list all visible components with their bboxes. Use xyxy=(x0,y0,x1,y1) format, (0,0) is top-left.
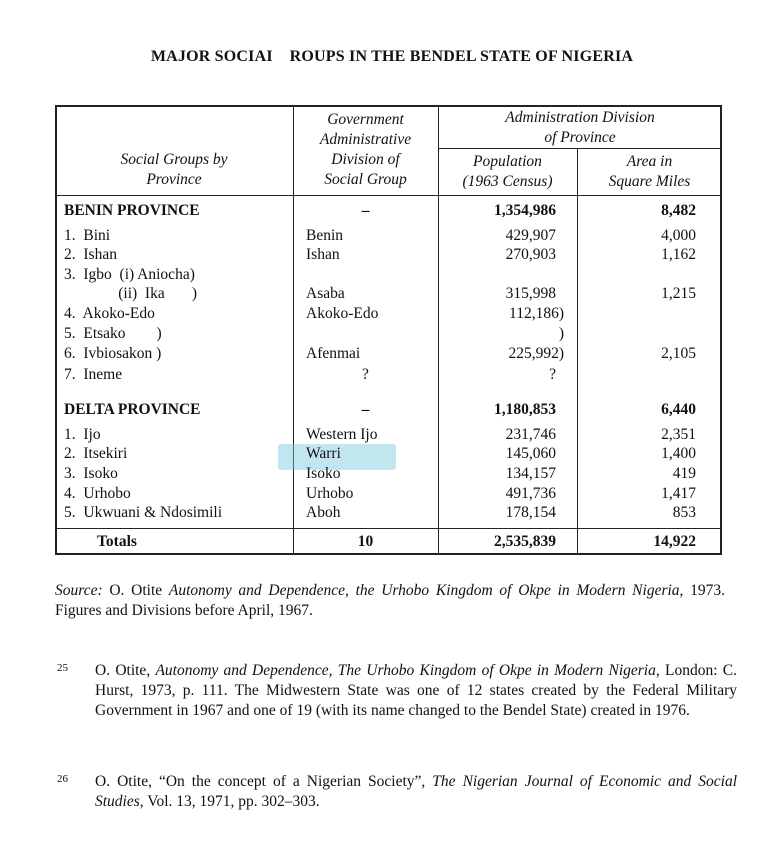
row-population: 225,992) xyxy=(508,345,564,362)
row-social-group: 5. Ukwuani & Ndosimili xyxy=(64,504,223,521)
row-area: 4,000 xyxy=(661,227,696,244)
footnote-text: O. Otite, “On the concept of a Nigerian Society”, xyxy=(95,773,433,790)
source-note xyxy=(55,581,725,621)
row-area: 8,482 xyxy=(661,202,696,219)
row-population: ? xyxy=(549,366,556,383)
header-area xyxy=(577,152,722,192)
row-division: Akoko-Edo xyxy=(306,305,379,322)
footnote-text: London: C. Hurst, 1973, p. 111. The Midwestern State was one of 12 states created by the Federal Military Government in 1967 and one of 19 (with its name changed to the Bendel State) created in 1976. xyxy=(95,662,737,719)
header-line: Square Miles xyxy=(608,173,691,190)
row-population: 1,180,853 xyxy=(494,401,556,418)
totals-division: 10 xyxy=(357,533,374,550)
row-area: 2,351 xyxy=(661,426,696,443)
row-social-group: 3. Igbo (i) Aniocha) xyxy=(64,266,195,283)
row-division: Aboh xyxy=(306,504,341,521)
header-line: (1963 Census) xyxy=(462,173,553,190)
row-social-group: 2. Itsekiri xyxy=(64,445,128,462)
header-government-division xyxy=(293,110,438,190)
row-social-group: 4. Urhobo xyxy=(64,485,131,502)
source-title: Autonomy and Dependence, the Urhobo Kingdom of Okpe in Modern Nigeria xyxy=(168,582,680,599)
row-division: – xyxy=(361,202,370,219)
row-population: 178,154 xyxy=(505,504,556,521)
row-population: 315,998 xyxy=(505,285,556,302)
row-social-group: 1. Ijo xyxy=(64,426,101,443)
row-social-group: 5. Etsako ) xyxy=(64,325,162,342)
row-area: 1,215 xyxy=(661,285,696,302)
header-line: Area in xyxy=(626,153,673,170)
row-population: 231,746 xyxy=(505,426,556,443)
row-division: Urhobo xyxy=(306,485,354,502)
row-division: – xyxy=(361,401,370,418)
row-division: ? xyxy=(362,366,369,383)
footnote-number: 25 xyxy=(57,662,68,674)
row-area: 853 xyxy=(672,504,696,521)
row-population: 429,907 xyxy=(505,227,556,244)
footnote-title: Autonomy and Dependence, The Urhobo Kingdom of Okpe in Modern Nigeria, xyxy=(155,662,660,679)
row-division: Afenmai xyxy=(306,345,361,362)
row-social-group: 6. Ivbiosakon ) xyxy=(64,345,162,362)
header-line: Social Group xyxy=(324,171,407,188)
row-population: 112,186) xyxy=(509,305,564,322)
row-population: 270,903 xyxy=(505,246,556,263)
totals-area: 14,922 xyxy=(653,533,696,550)
row-area: 2,105 xyxy=(661,345,696,362)
header-administration-division xyxy=(438,108,722,148)
row-area: 1,400 xyxy=(661,445,696,462)
header-line: Population xyxy=(473,153,542,170)
row-area: 6,440 xyxy=(661,401,696,418)
header-social-groups xyxy=(55,150,293,190)
row-social-group: BENIN PROVINCE xyxy=(64,202,200,219)
row-social-group: 1. Bini xyxy=(64,227,111,244)
header-population xyxy=(438,152,577,192)
row-social-group: 7. Ineme xyxy=(64,366,123,383)
header-line: Administration Division xyxy=(505,109,655,126)
row-division: Warri xyxy=(306,445,341,462)
row-area: 419 xyxy=(672,465,696,482)
footnote-text: Vol. 13, 1971, pp. 302–303. xyxy=(143,793,320,810)
row-area: 1,417 xyxy=(661,485,696,502)
totals-population: 2,535,839 xyxy=(494,533,556,550)
header-line: Government xyxy=(327,111,404,128)
row-division: Ishan xyxy=(306,246,340,263)
header-line: Administrative xyxy=(319,131,412,148)
totals-label: Totals xyxy=(97,533,137,550)
row-division: Western Ijo xyxy=(306,426,378,443)
footnote-number: 26 xyxy=(57,773,68,785)
totals-divider xyxy=(55,528,722,529)
row-social-group: 2. Ishan xyxy=(64,246,117,263)
header-line: Province xyxy=(146,171,202,188)
row-population: 145,060 xyxy=(505,445,556,462)
header-line: of Province xyxy=(544,129,616,146)
footnote-title: The Nigerian Journal of Economic and Social Studies, xyxy=(95,773,737,810)
row-social-group: DELTA PROVINCE xyxy=(64,401,201,418)
row-population: 134,157 xyxy=(505,465,556,482)
row-population: 1,354,986 xyxy=(494,202,556,219)
row-population: 491,736 xyxy=(505,485,556,502)
source-text: , 1973. Figures and Divisions before April, 1967. xyxy=(55,582,726,619)
header-line: Social Groups by xyxy=(120,151,228,168)
footnote-text: O. Otite, xyxy=(95,662,156,679)
header-divider xyxy=(55,195,722,196)
row-population: ) xyxy=(558,325,564,342)
row-social-group: 4. Akoko-Edo xyxy=(64,305,155,322)
footnote-26 xyxy=(95,772,737,812)
source-label: Source: xyxy=(55,582,103,599)
row-division: Benin xyxy=(306,227,344,244)
row-division: Asaba xyxy=(306,285,345,302)
header-line: Division of xyxy=(331,151,400,168)
table-title: MAJOR SOCIAI ROUPS IN THE BENDEL STATE OF NIGERIA xyxy=(150,48,634,65)
row-social-group: 3. Isoko xyxy=(64,465,118,482)
footnote-25 xyxy=(95,661,737,721)
row-area: 1,162 xyxy=(661,246,696,263)
row-social-group: (ii) Ika ) xyxy=(64,285,198,302)
row-division: Isoko xyxy=(306,465,341,482)
source-text: O. Otite xyxy=(102,582,169,599)
header-divider xyxy=(438,148,722,149)
